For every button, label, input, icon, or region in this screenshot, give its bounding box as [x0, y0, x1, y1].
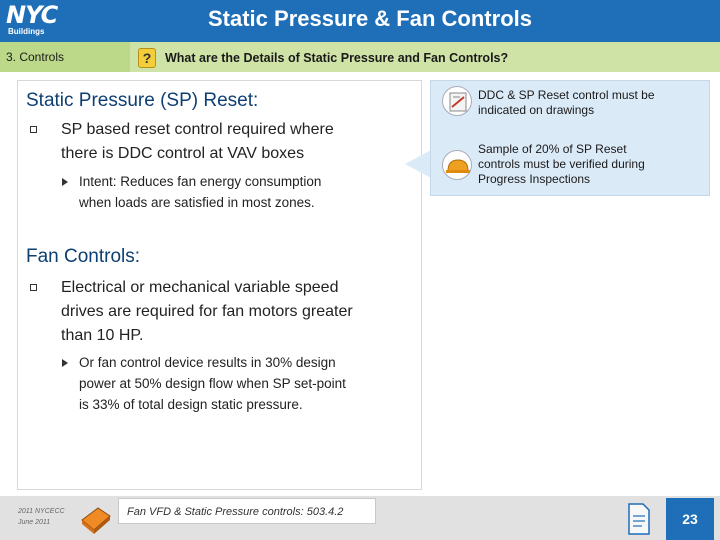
slide-title: Static Pressure & Fan Controls	[208, 6, 532, 31]
fan-sub-bullet-1-line-3: is 33% of total design static pressure.	[79, 397, 303, 412]
callout-note-2-line-2: controls must be verified during	[478, 157, 645, 171]
square-bullet-icon	[30, 126, 37, 133]
callout-pointer	[405, 150, 431, 178]
sp-sub-bullet-1-line-2: when loads are satisfied in most zones.	[79, 195, 315, 210]
sp-sub-bullet-1-line-1: Intent: Reduces fan energy consumption	[79, 174, 322, 189]
arrow-bullet-icon	[62, 178, 68, 186]
callout-note-1	[478, 88, 698, 118]
fan-sub-bullet-1-line-2: power at 50% design flow when SP set-point	[79, 376, 346, 391]
sp-bullet-1-line-2: there is DDC control at VAV boxes	[61, 145, 305, 162]
callout-note-1-line-2: indicated on drawings	[478, 103, 595, 117]
sp-sub-bullet-1	[79, 171, 321, 213]
fan-bullet-1	[61, 276, 353, 348]
fan-bullet-1-line-3: than 10 HP.	[61, 327, 144, 344]
code-edition-line-2: June 2011	[18, 519, 51, 526]
callout-note-1-line-1: DDC & SP Reset control must be	[478, 88, 655, 102]
nyc-buildings-logo	[6, 3, 92, 39]
page-number: 23	[666, 498, 714, 540]
fan-heading: Fan Controls:	[26, 246, 141, 267]
code-edition-line-1: 2011 NYCECC	[18, 508, 65, 515]
logo-text: NYC	[6, 1, 58, 29]
drawing-icon	[442, 86, 472, 116]
document-icon[interactable]	[626, 502, 652, 536]
code-edition	[18, 506, 65, 528]
fan-bullet-1-line-2: drives are required for fan motors greater	[61, 303, 353, 320]
square-bullet-icon	[30, 284, 37, 291]
hard-hat-icon	[442, 150, 472, 180]
question-text: What are the Details of Static Pressure and Fan Controls?	[165, 51, 509, 65]
fan-sub-bullet-1-line-1: Or fan control device results in 30% design	[79, 355, 336, 370]
arrow-bullet-icon	[62, 359, 68, 367]
sp-bullet-1-line-1: SP based reset control required where	[61, 121, 334, 138]
callout-note-2	[478, 142, 698, 187]
callout-note-2-line-3: Progress Inspections	[478, 172, 591, 186]
code-book-icon	[78, 502, 114, 536]
fan-sub-bullet-1	[79, 352, 346, 415]
sp-heading: Static Pressure (SP) Reset:	[26, 90, 259, 111]
callout-note-2-line-1: Sample of 20% of SP Reset	[478, 142, 627, 156]
section-label: 3. Controls	[0, 42, 130, 72]
question-icon: ?	[138, 48, 156, 68]
code-reference: Fan VFD & Static Pressure controls: 503.4.2	[118, 498, 376, 524]
logo-subtext: Buildings	[8, 27, 45, 36]
fan-bullet-1-line-1: Electrical or mechanical variable speed	[61, 279, 339, 296]
sp-bullet-1	[61, 118, 334, 166]
